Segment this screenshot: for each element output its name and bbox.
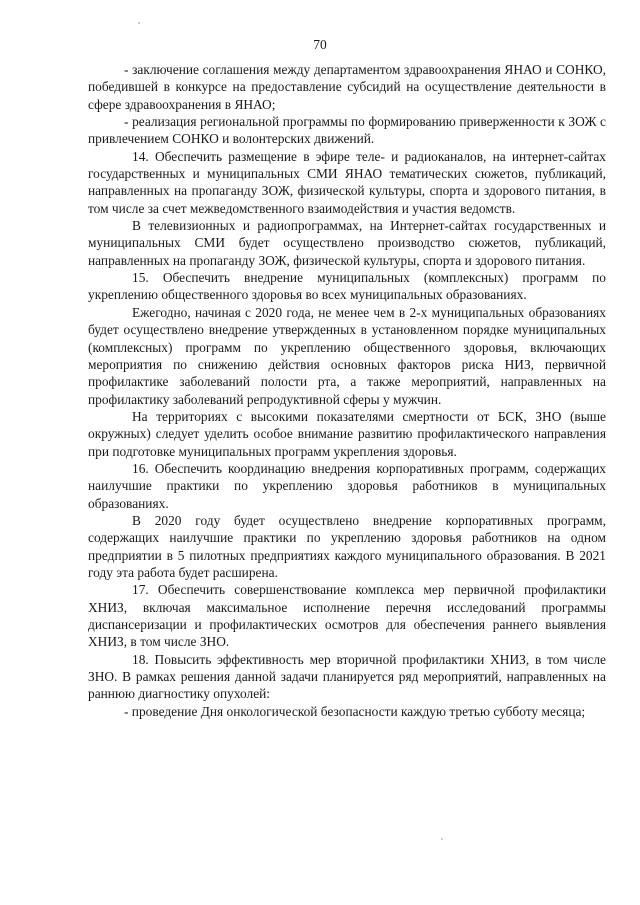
page-number: 70 <box>313 37 327 52</box>
paragraph-task-15: 15. Обеспечить внедрение муниципальных (комплексных) программ по укреплению общественного здоровья во всех муниципальных образованиях. <box>88 270 606 303</box>
paragraph-agreement-item: - заключение соглашения между департаментом здравоохранения ЯНАО и СОНКО, победившей в конкурсе на предоставление субсидий на осуществление деятельности в сфере здравоохранения в ЯНАО; <box>88 62 606 112</box>
scan-speck <box>138 22 140 24</box>
paragraph-program-item: - реализация региональной программы по формированию приверженности к ЗОЖ с привлечением СОНКО и волонтерских движений. <box>88 114 606 147</box>
document-body <box>88 61 606 720</box>
paragraph-annual-implementation: Ежегодно, начиная с 2020 года, не менее чем в 2-х муниципальных образованиях будет осуществлено внедрение утвержденных в установленном порядке муниципальных (комплексных) программ по укреплению общественного здоровья, включающих мероприятия по снижению действия основных факторов риска НИЗ, первичной профилактике заболеваний полости рта, а также мероприятий, направленных на профилактику заболеваний репродуктивной сферы у мужчин. <box>88 304 606 407</box>
paragraph-task-18: 18. Повысить эффективность мер вторичной профилактики ХНИЗ, в том числе ЗНО. В рамках решения данной задачи планируется ряд мероприятий, направленных на раннюю диагностику опухолей: <box>88 651 606 702</box>
paragraph-task-17: 17. Обеспечить совершенствование комплекса мер первичной профилактики ХНИЗ, включая максимальное исполнение перечня исследований программы диспансеризации и профилактических осмотров для обеспечения раннего выявления ХНИЗ, в том числе ЗНО. <box>88 582 606 650</box>
scan-speck <box>441 838 443 840</box>
paragraph-task-16: 16. Обеспечить координацию внедрения корпоративных программ, содержащих наилучшие практики по укреплению здоровья работников в муниципальных образованиях. <box>88 460 606 511</box>
paragraph-corporate-programs-2020: В 2020 году будет осуществлено внедрение корпоративных программ, содержащих наилучшие практики по укреплению здоровья работников на одном предприятии в 5 пилотных предприятиях каждого муниципального образования. В 2021 году эта работа будет расширена. <box>88 512 606 580</box>
paragraph-high-mortality-territories: На территориях с высокими показателями смертности от БСК, ЗНО (выше окружных) следует уделить особое внимание развитию профилактического направления при подготовке муниципальных программ укрепления здоровья. <box>88 408 606 459</box>
paragraph-media-production: В телевизионных и радиопрограммах, на Интернет-сайтах государственных и муниципальных СМИ будет осуществлено производство сюжетов, публикаций, направленных на пропаганду ЗОЖ, физической культуры, спорта и здорового питания. <box>88 218 606 268</box>
paragraph-task-14: 14. Обеспечить размещение в эфире теле- и радиоканалов, на интернет-сайтах государственных и муниципальных СМИ ЯНАО тематических сюжетов, публикаций, направленных на пропаганду ЗОЖ, физической культуры, спорта и здорового питания, в том числе за счет межведомственного взаимодействия и участия ведомств. <box>88 148 606 216</box>
paragraph-oncology-day-item: - проведение Дня онкологической безопасности каждую третью субботу месяца; <box>124 703 586 719</box>
